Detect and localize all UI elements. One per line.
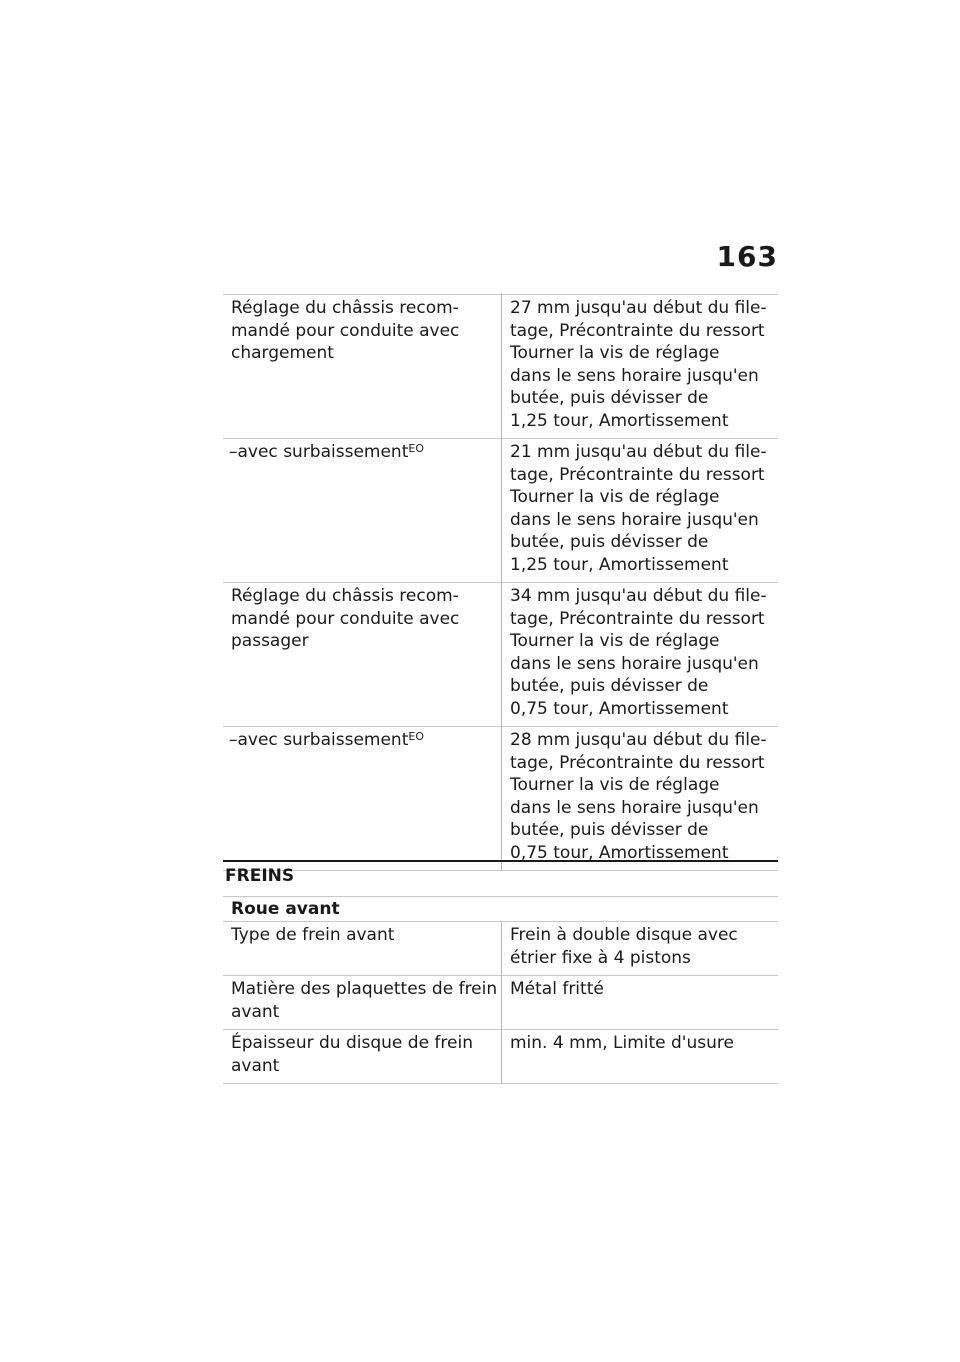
optional-equipment-marker: EO [408, 442, 424, 455]
table-row [223, 295, 778, 439]
value-line: tage, Précontrainte du ressort [510, 320, 765, 341]
value-line: butée, puis dévisser de [510, 676, 709, 696]
table-row [223, 583, 778, 727]
value-line: Tourner la vis de réglage [510, 487, 720, 507]
label-line: mandé pour conduite avec [231, 320, 460, 341]
spec-label [223, 1030, 502, 1084]
label-line: Réglage du châssis recom- [231, 298, 459, 318]
value-line: 28 mm jusqu'au début du file- [510, 730, 767, 750]
table-row [223, 727, 778, 871]
value-line: Tourner la vis de réglage [510, 343, 720, 363]
label-line: Épaisseur du disque de frein [231, 1033, 473, 1053]
spec-value [502, 439, 779, 583]
label-line: avant [231, 1001, 280, 1022]
value-line: dans le sens horaire jusqu'en [510, 509, 759, 530]
chassis-settings-table [223, 294, 778, 871]
page-number: 163 [716, 240, 778, 273]
subsection-header [223, 896, 778, 922]
value-line: 0,75 tour, Amortissement [510, 842, 729, 863]
value-line: butée, puis dévisser de [510, 388, 709, 408]
label-line: mandé pour conduite avec [231, 608, 460, 629]
spec-value [502, 583, 779, 727]
value-line: dans le sens horaire jusqu'en [510, 653, 759, 674]
value-line: 34 mm jusqu'au début du file- [510, 586, 767, 606]
spec-label [223, 727, 502, 871]
spec-value [502, 976, 779, 1030]
label-text: –avec surbaissement [229, 442, 409, 462]
value-line: 1,25 tour, Amortissement [510, 410, 729, 431]
label-line [229, 441, 501, 464]
value-line: Tourner la vis de réglage [510, 631, 720, 651]
label-line: avant [231, 1055, 280, 1076]
value-line: étrier fixe à 4 pistons [510, 947, 691, 968]
value-line: 1,25 tour, Amortissement [510, 554, 729, 575]
spec-label [223, 439, 502, 583]
table-row [223, 1030, 778, 1084]
spec-label [223, 583, 502, 727]
value-line: butée, puis dévisser de [510, 820, 709, 840]
section-divider [223, 860, 778, 862]
section-title: FREINS [225, 866, 295, 886]
spec-label [223, 295, 502, 439]
subsection-title: Roue avant [231, 899, 340, 919]
table-row [223, 922, 778, 976]
label-line: chargement [231, 343, 334, 363]
spec-label [223, 922, 502, 976]
label-line: Réglage du châssis recom- [231, 586, 459, 606]
front-brake-table [223, 922, 778, 1084]
value-line: Tourner la vis de réglage [510, 775, 720, 795]
label-line: Matière des plaquettes de frein [231, 979, 498, 999]
spec-value [502, 922, 779, 976]
label-line [229, 729, 501, 752]
label-line: Type de frein avant [231, 925, 395, 945]
value-line: butée, puis dévisser de [510, 532, 709, 552]
optional-equipment-marker: EO [408, 730, 424, 743]
value-line: Frein à double disque avec [510, 925, 738, 945]
table-row [223, 439, 778, 583]
value-line: min. 4 mm, Limite d'usure [510, 1033, 734, 1053]
value-line: tage, Précontrainte du ressort [510, 752, 765, 773]
spec-label [223, 976, 502, 1030]
value-line: Métal fritté [510, 979, 604, 999]
table-row [223, 976, 778, 1030]
spec-value [502, 1030, 779, 1084]
spec-value [502, 295, 779, 439]
value-line: dans le sens horaire jusqu'en [510, 797, 759, 818]
label-text: –avec surbaissement [229, 730, 409, 750]
value-line: dans le sens horaire jusqu'en [510, 365, 759, 386]
value-line: 0,75 tour, Amortissement [510, 698, 729, 719]
label-line: passager [231, 631, 309, 651]
value-line: tage, Précontrainte du ressort [510, 608, 765, 629]
value-line: 21 mm jusqu'au début du file- [510, 442, 767, 462]
value-line: 27 mm jusqu'au début du file- [510, 298, 767, 318]
spec-value [502, 727, 779, 871]
value-line: tage, Précontrainte du ressort [510, 464, 765, 485]
